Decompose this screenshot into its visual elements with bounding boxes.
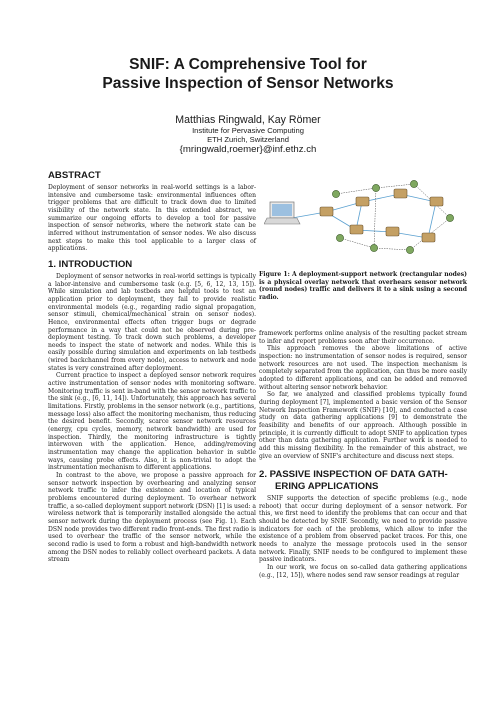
title-line-1: SNIF: A Comprehensive Tool for: [129, 56, 367, 73]
abstract-text: Deployment of sensor networks in real-world settings is a labor-intensive and cumbersome task: environmental influences often trigger problems that are difficult to track down due to limited visibility of the network state. In this extended abstract, we summarize our ongoing efforts to develop a tool for passive inspection of sensor networks, where the network state can be inferred without instrumentation of sensor nodes. We also discuss next steps to make this tool applicable to a larger class of applications.: [48, 184, 256, 253]
paper-title: [0, 56, 496, 93]
intro-paragraph-2: Current practice to inspect a deployed sensor network requires active instrumentation of sensor nodes with monitoring software. Monitoring traffic is sent in-band with the sensor network traffic to the sink (e.g., [6, 11, 14]). Unfortunately, this approach has several limitations. Firstly, problems in the sensor network (e.g., partitions, message loss) also affect the monitoring mechanism, thus reducing the desired benefit. Secondly, scarce sensor network resources (energy, cpu cycles, memory, network bandwidth) are used for inspection. Thirdly, the monitoring infrastructure is tightly interwoven with the application. Hence, adding/removing instrumentation may change the application behavior in subtle ways, causing probe effects. Also, it is non-trivial to adopt the instrumentation mechanism to different applications.: [48, 372, 256, 472]
intro-heading: 1. INTRODUCTION: [48, 258, 133, 270]
left-column: [48, 170, 256, 564]
section-2-heading-line-1: 2. PASSIVE INSPECTION OF DATA GATH-: [259, 469, 448, 481]
section-2-heading: [259, 469, 467, 493]
right-column: [259, 330, 467, 579]
sink-laptop-icon: [264, 202, 300, 224]
affiliation-1: Institute for Pervasive Computing: [192, 126, 304, 135]
sensor-nodes: [332, 180, 453, 253]
author-block: [0, 114, 496, 156]
deployment-network-figure: [264, 172, 464, 264]
figure-caption: Figure 1: A deployment-support network (rectangular nodes) is a physical overlay network that overhears sensor network (round nodes) traffic and delivers it to a sink using a second radio.: [259, 271, 467, 301]
title-line-2: Passive Inspection of Sensor Networks: [102, 74, 394, 92]
section-2-heading-line-2: ERING APPLICATIONS: [275, 481, 379, 493]
abstract-heading: ABSTRACT: [48, 170, 101, 181]
author-email: {mringwald,roemer}@inf.ethz.ch: [179, 144, 317, 156]
right-paragraph-1: framework performs online analysis of the resulting packet stream to infer and report problems soon after their occurrence.: [259, 330, 467, 345]
right-paragraph-3: So far, we analyzed and classified problems typically found during deployment [7], implemented a basic version of the Sensor Network Inspection Framework (SNIF) [10], and conducted a case study on data gathering applications [9] to demonstrate the feasibility and benefits of our approach. Although possible in principle, it is currently difficult to adopt SNIF to application types other than data gathering application. Further work is needed to add this missing flexibility. In the remainder of this abstract, we give an overview of SNIF's architecture and discuss next steps.: [259, 391, 467, 460]
intro-paragraph-3: In contrast to the above, we propose a passive approach for sensor network inspection by overhearing and analyzing sensor network traffic to infer the existence and location of typical problems encountered during deployment. To overhear network traffic, a so-called deployment support network (DSN) [1] is used: a wireless network that is temporarily installed alongside the actual sensor network during the deployment process (see Fig. 1). Each DSN node provides two different radio front-ends. The first radio is used to overhear the traffic of the sensor network, while the second radio is used to form a robust and high-bandwidth network among the DSN nodes to reliably collect overheard packets. A data stream: [48, 471, 257, 564]
affiliation-2: ETH Zurich, Switzerland: [207, 135, 289, 145]
right-paragraph-2: This approach removes the above limitations of active inspection: no instrumentation of sensor nodes is required, sensor network resources are not used. The inspection mechanism is completely separated from the application, can thus be more easily adopted to different applications, and can be added and removed without altering sensor network behavior.: [259, 345, 467, 391]
right-paragraph-5: In our work, we focus on so-called data gathering applications (e.g., [12, 15]), where nodes send raw sensor readings at regular: [259, 564, 467, 579]
right-paragraph-4: SNIF supports the detection of specific problems (e.g., node reboot) that occur during deployment of a sensor network. For this, we first need to identify the problems that can occur and that should be detected by SNIF. Secondly, we need to provide passive indicators for each of the problems, which allow to infer the existence of a problem from observed packet traces. For this, one needs to analyze the message protocols used in the sensor network. Finally, SNIF needs to be configured to implement these passive indicators.: [259, 495, 467, 564]
intro-paragraph-1: Deployment of sensor networks in real-world settings is typically a labor-intensive and cumbersome task (e.g. [5, 6, 12, 13, 15]). While simulation and lab testbeds are helpful tools to test an application prior to deployment, they fail to provide realistic environmental models (e.g., regarding radio signal propagation, sensor stimuli, chemical/mechanical strain on sensor nodes). Hence, environmental effects often trigger bugs or degrade performance in a way that could not be observed during pre-deployment testing. To track down such problems, a developer needs to inspect the state of network and nodes. While this is easily possible during simulation and experiments on lab testbeds (wired backchannel from every node), access to network and node states is very constrained after deployment.: [48, 272, 256, 372]
author-names: Matthias Ringwald, Kay Römer: [175, 114, 321, 126]
